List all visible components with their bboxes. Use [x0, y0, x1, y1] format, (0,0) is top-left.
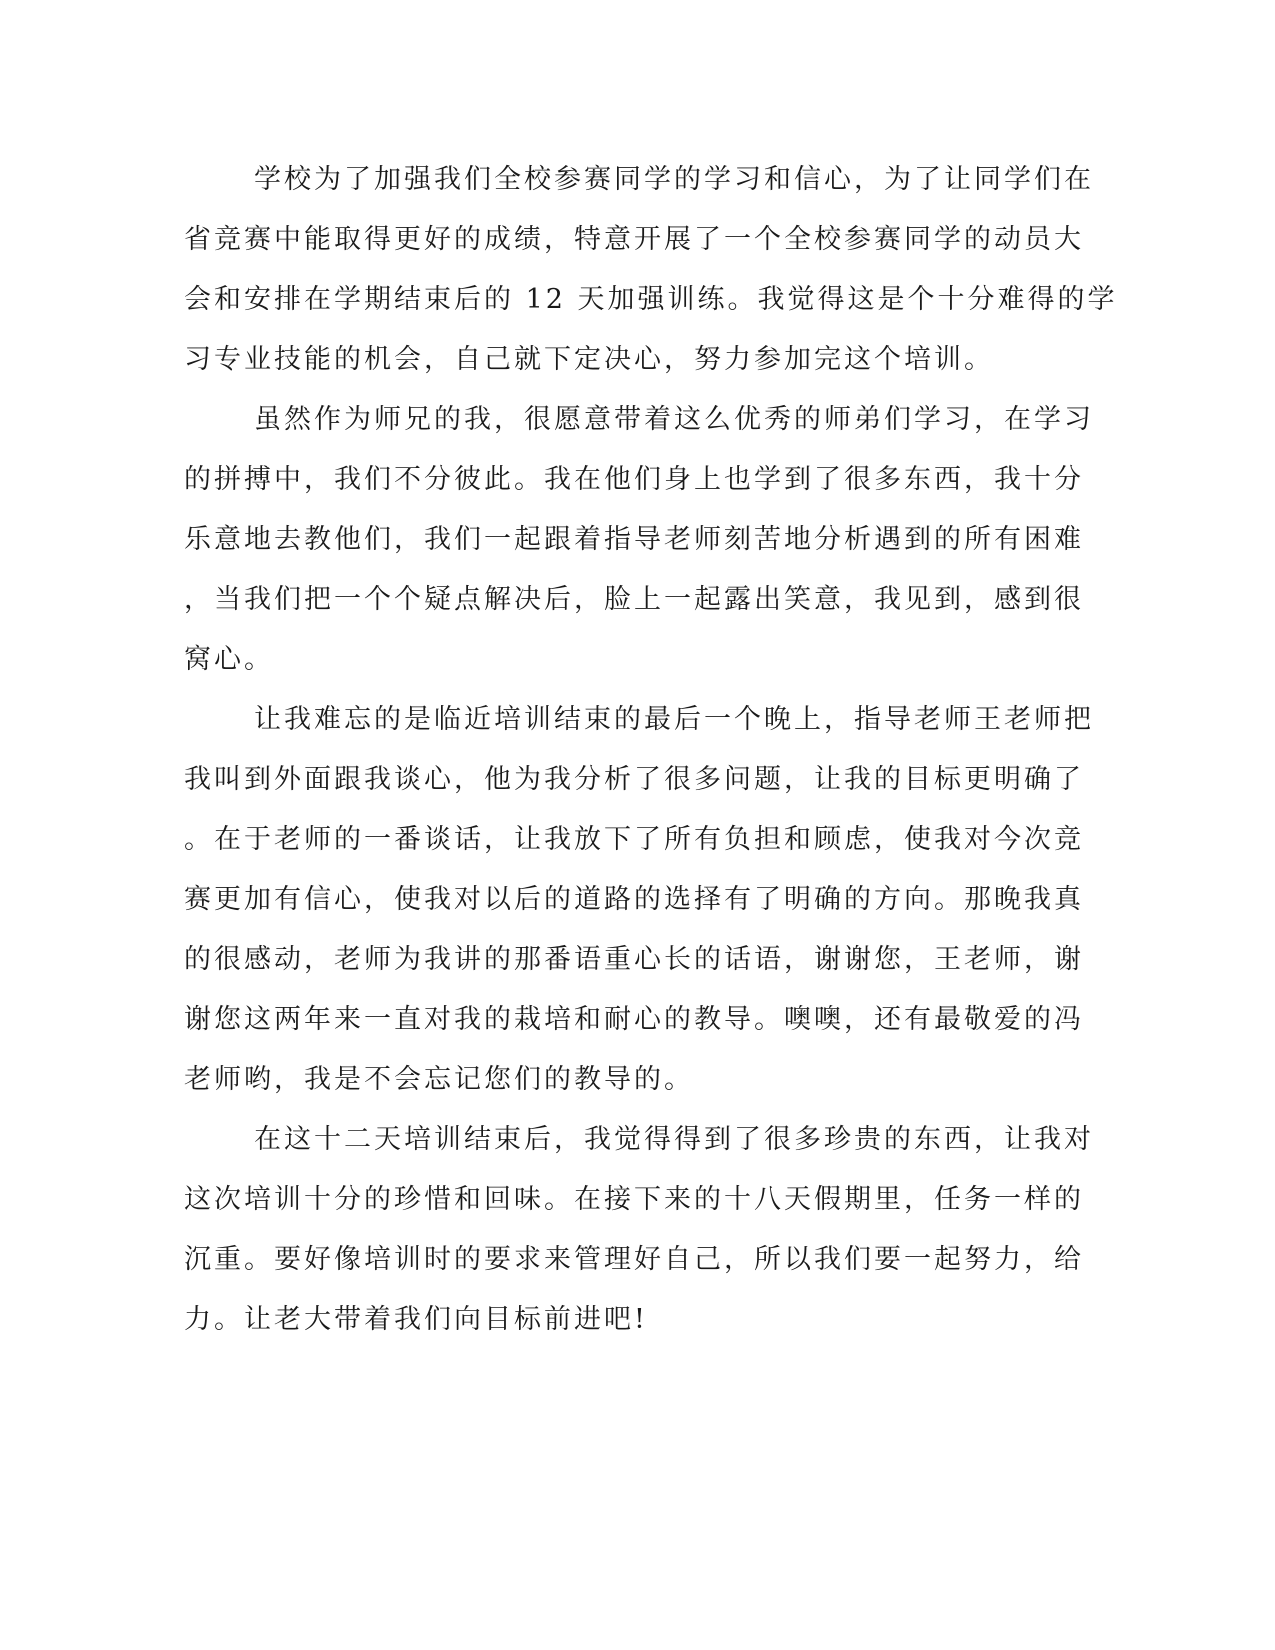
document-body — [184, 150, 1118, 1350]
paragraph-line: 谢您这两年来一直对我的栽培和耐心的教导。噢噢，还有最敬爱的冯 — [184, 1004, 1084, 1035]
paragraph-line: 这次培训十分的珍惜和回味。在接下来的十八天假期里，任务一样的 — [184, 1184, 1084, 1215]
paragraph-line: 的拼搏中，我们不分彼此。我在他们身上也学到了很多东西，我十分 — [184, 464, 1084, 495]
paragraph-line: 沉重。要好像培训时的要求来管理好自己，所以我们要一起努力，给 — [184, 1244, 1084, 1275]
paragraph-line: 我叫到外面跟我谈心，他为我分析了很多问题，让我的目标更明确了 — [184, 764, 1084, 795]
paragraph-3 — [184, 690, 1094, 1110]
paragraph-line: 会和安排在学期结束后的 12 天加强训练。我觉得这是个十分难得的学 — [184, 284, 1118, 315]
paragraph-line: 老师哟，我是不会忘记您们的教导的。 — [184, 1064, 694, 1095]
paragraph-2 — [184, 390, 1094, 690]
paragraph-4 — [184, 1110, 1094, 1350]
paragraph-line: 赛更加有信心，使我对以后的道路的选择有了明确的方向。那晚我真 — [184, 884, 1084, 915]
paragraph-line: 省竞赛中能取得更好的成绩，特意开展了一个全校参赛同学的动员大 — [184, 224, 1084, 255]
paragraph-line: 习专业技能的机会，自己就下定决心，努力参加完这个培训。 — [184, 344, 994, 375]
paragraph-line: 在这十二天培训结束后，我觉得得到了很多珍贵的东西，让我对 — [254, 1124, 1094, 1155]
paragraph-line: 窝心。 — [184, 644, 274, 675]
paragraph-line: 。在于老师的一番谈话，让我放下了所有负担和顾虑，使我对今次竞 — [184, 824, 1084, 855]
paragraph-line: 力。让老大带着我们向目标前进吧! — [184, 1304, 648, 1335]
paragraph-1 — [184, 150, 1118, 390]
paragraph-line: 虽然作为师兄的我，很愿意带着这么优秀的师弟们学习，在学习 — [254, 404, 1094, 435]
paragraph-line: 让我难忘的是临近培训结束的最后一个晚上，指导老师王老师把 — [254, 704, 1094, 735]
paragraph-line: 乐意地去教他们，我们一起跟着指导老师刻苦地分析遇到的所有困难 — [184, 524, 1084, 555]
paragraph-line: 的很感动，老师为我讲的那番语重心长的话语，谢谢您，王老师，谢 — [184, 944, 1084, 975]
paragraph-line: ，当我们把一个个疑点解决后，脸上一起露出笑意，我见到，感到很 — [184, 584, 1084, 615]
paragraph-line: 学校为了加强我们全校参赛同学的学习和信心，为了让同学们在 — [254, 164, 1094, 195]
